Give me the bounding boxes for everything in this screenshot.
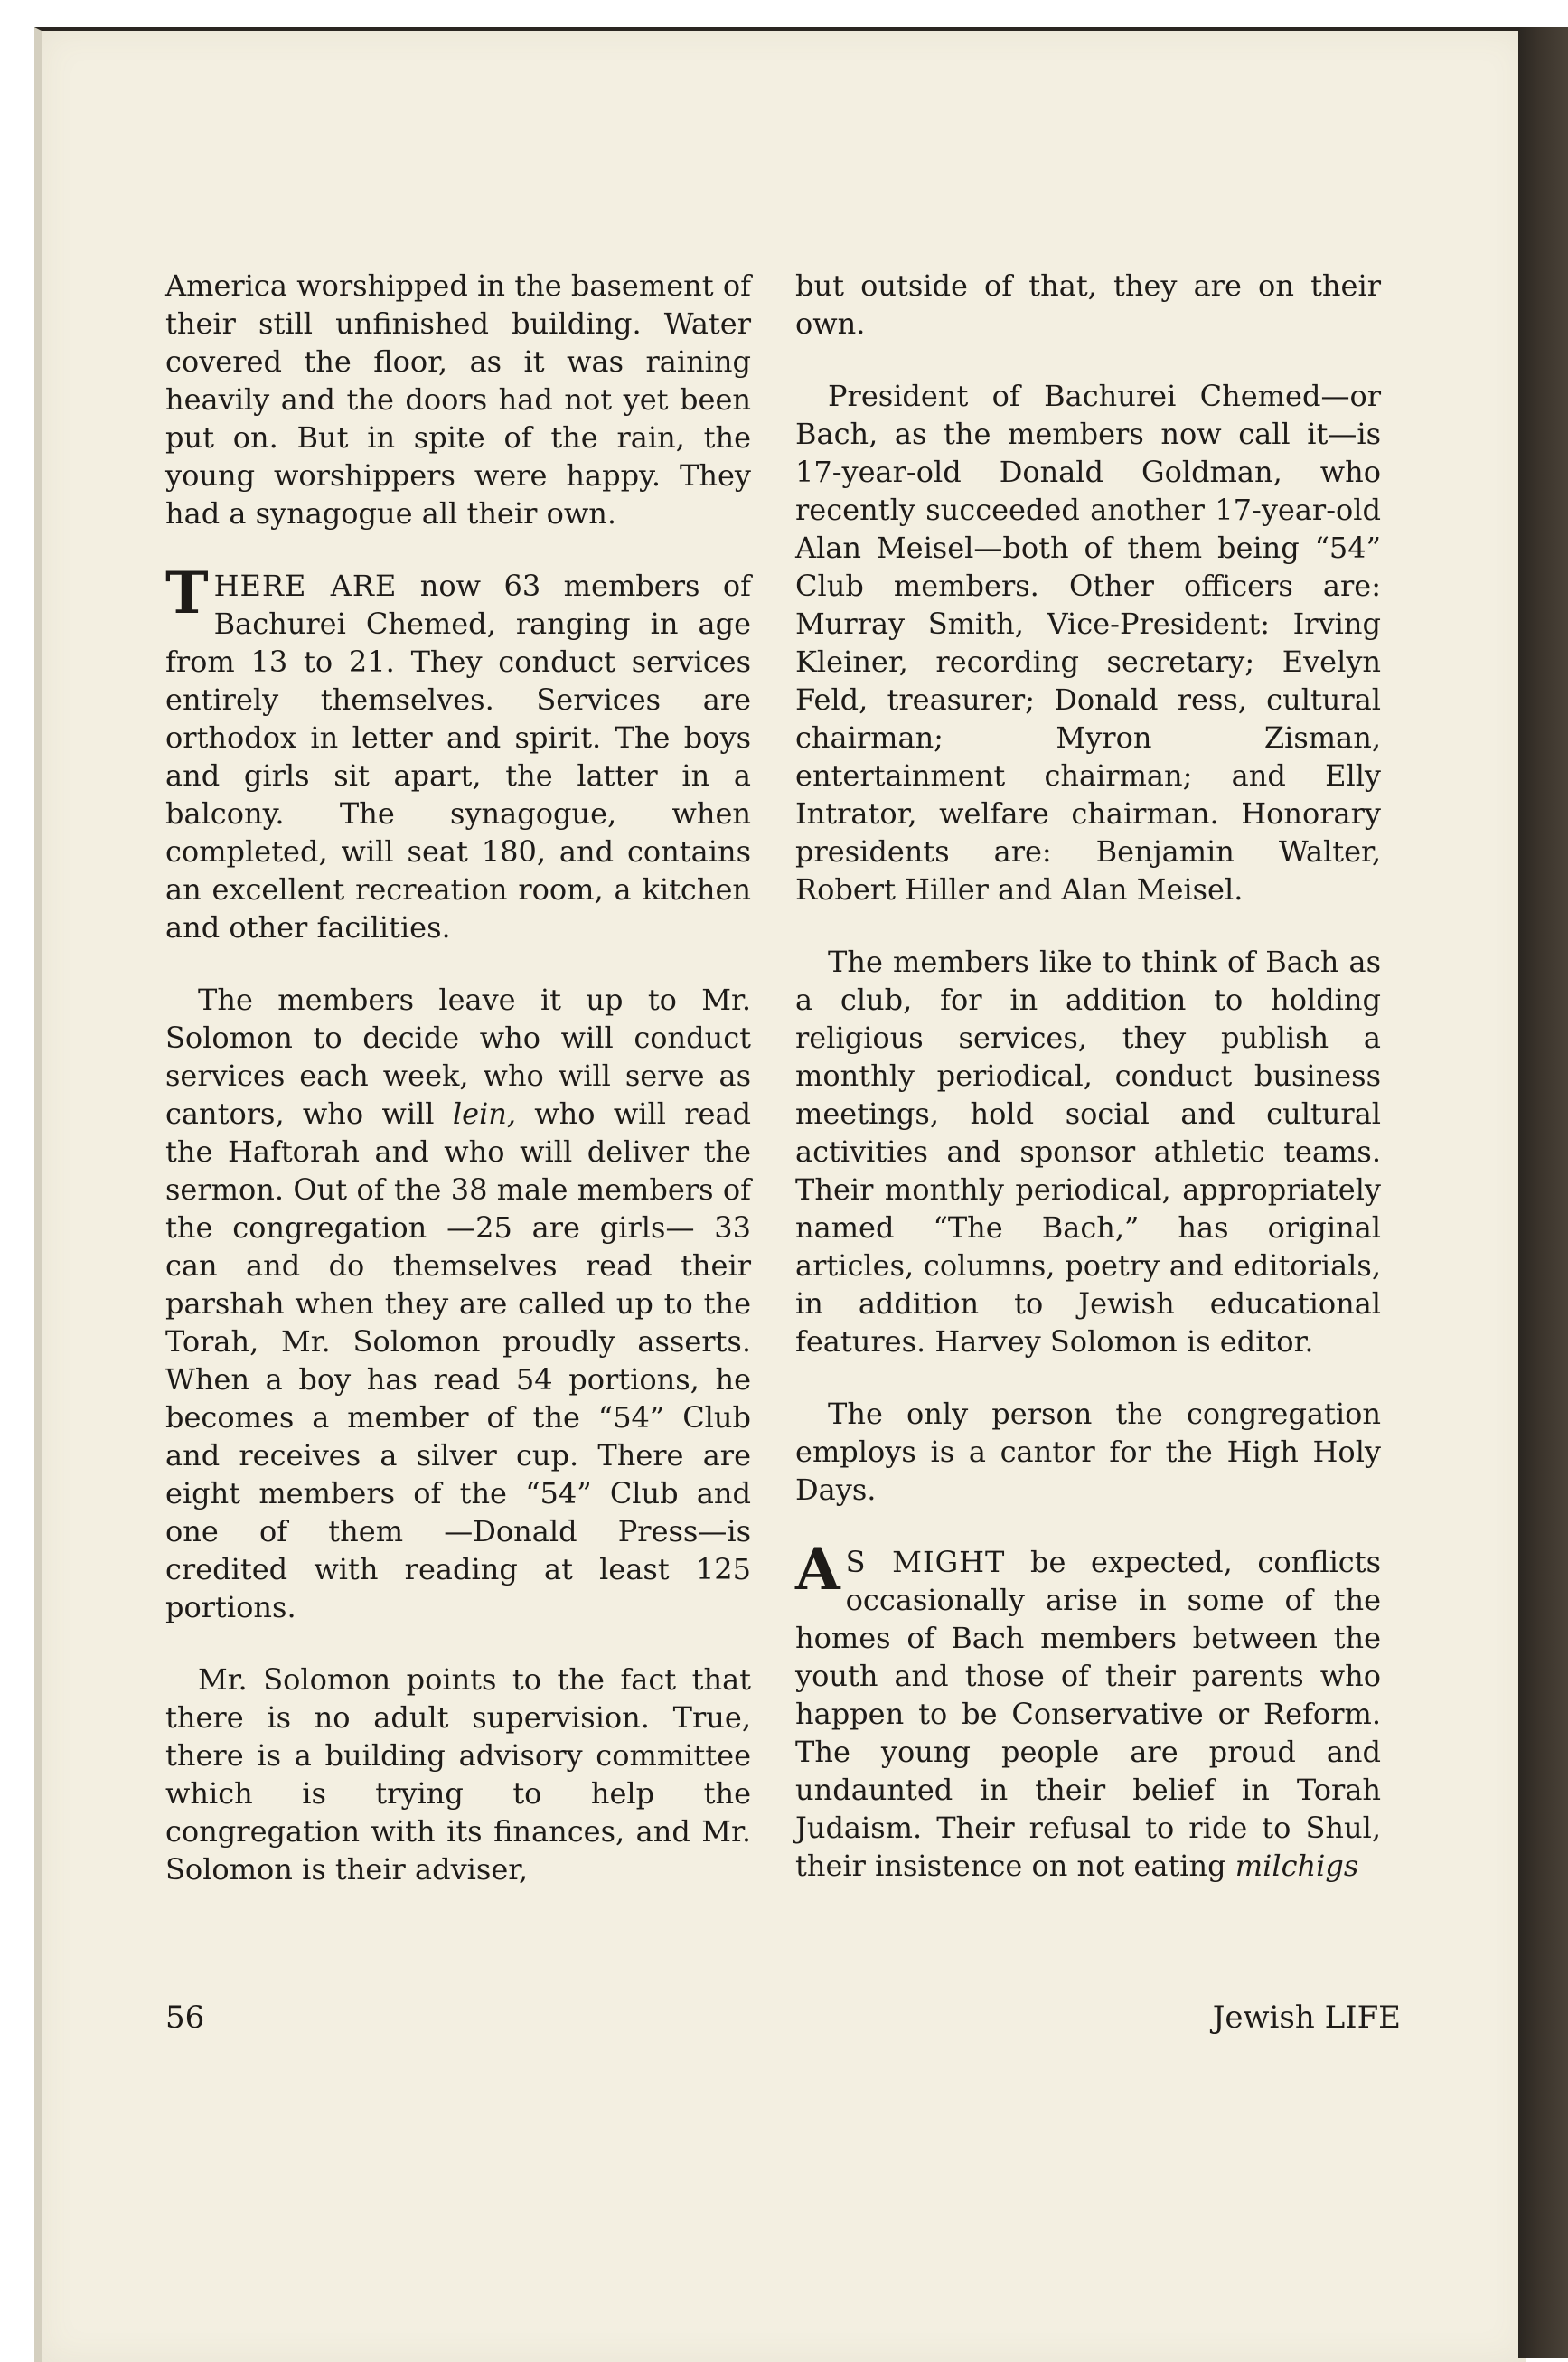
paragraph-text: now 63 members of Bachurei Chemed, ranging in age from 13 to 21. They conduct services entirely themselves. Services are orthodox in letter and spirit. The boys and girls sit apart, the latter in a balcony. The synagogue, when completed, will seat 180, and contains an excellent recreation room, a kitchen and other facilities. (165, 569, 752, 945)
page-number: 56 (165, 2000, 205, 2036)
drop-cap: T (165, 560, 209, 627)
paragraph: America worshipped in the basement of their still unfinished building. Water covered the floor, as it was raining heavily and the doors had not yet been put on. But in spite of the rain, the young worshippers were happy. They had a synagogue all their own. (165, 268, 751, 531)
paragraph (165, 560, 752, 946)
right-column (795, 267, 1381, 1919)
paragraph: The members like to think of Bach as a club, for in addition to holding religious services, they publish a monthly periodical, conduct business meetings, hold social and cultural activities and sponsor athletic teams. Their monthly periodical, appropriately named “The Bach,” has original articles, columns, poetry and editorials, in addition to Jewish educational features. Harvey Solomon is editor. (795, 945, 1381, 1359)
paragraph (165, 981, 751, 1626)
paragraph-text: The members leave it up to Mr. Solomon to decide who will conduct services each week, who will serve as cantors, who will (165, 983, 751, 1131)
paragraph: President of Bachurei Chemed—or Bach, as the members now call it—is 17-year-old Donald Goldman, who recently succeeded another 17-year-old Alan Meisel—both of them being “54” Club members. Other officers are: Murray Smith, Vice-President: Irving Kleiner, recording secretary; Evelyn Feld, treasurer; Donald ress, cultural chairman; Myron Zisman, entertainment chairman; and Elly Intrator, welfare chairman. Honorary presidents are: Benjamin Walter, Robert Hiller and Alan Meisel. (795, 379, 1381, 907)
lead-in: HERE ARE (213, 569, 398, 603)
lead-in: S MIGHT (845, 1545, 1006, 1579)
paragraph (795, 1536, 1382, 1885)
paragraph-text: be expected, conflicts occasionally arise in some of the homes of Bach members between the youth and those of their parents who happen to be Conservative or Reform. The young people are proud and undaunted in their belief in Torah Judaism. Their refusal to ride to Shul, their insistence on not eating (795, 1545, 1382, 1883)
binding-edge (1518, 27, 1568, 2358)
paragraph: The only person the congregation employs is a cantor for the High Holy Days. (795, 1397, 1381, 1507)
italic-term: milchigs (1235, 1849, 1359, 1883)
drop-cap: A (795, 1536, 840, 1604)
italic-term: lein, (452, 1096, 517, 1131)
paragraph-text: who will read the Haftorah and who will deliver the sermon. Out of the 38 male members of the congregation —25 are girls— 33 can and do themselves read their parshah when they are called up to the Torah, Mr. Solomon proudly asserts. When a boy has read 54 portions, he becomes a member of the “54” Club and receives a silver cup. There are eight members of the “54” Club and one of them —Donald Press—is credited with reading at least 125 portions. (165, 1096, 752, 1624)
paragraph: but outside of that, they are on their own. (795, 268, 1381, 341)
left-column (165, 267, 751, 1923)
paragraph: Mr. Solomon points to the fact that there is no adult supervision. True, there is a building advisory committee which is trying to help the congregation with its finances, and Mr. Solomon is their adviser, (165, 1662, 751, 1887)
magazine-title: Jewish LIFE (1212, 2000, 1401, 2036)
